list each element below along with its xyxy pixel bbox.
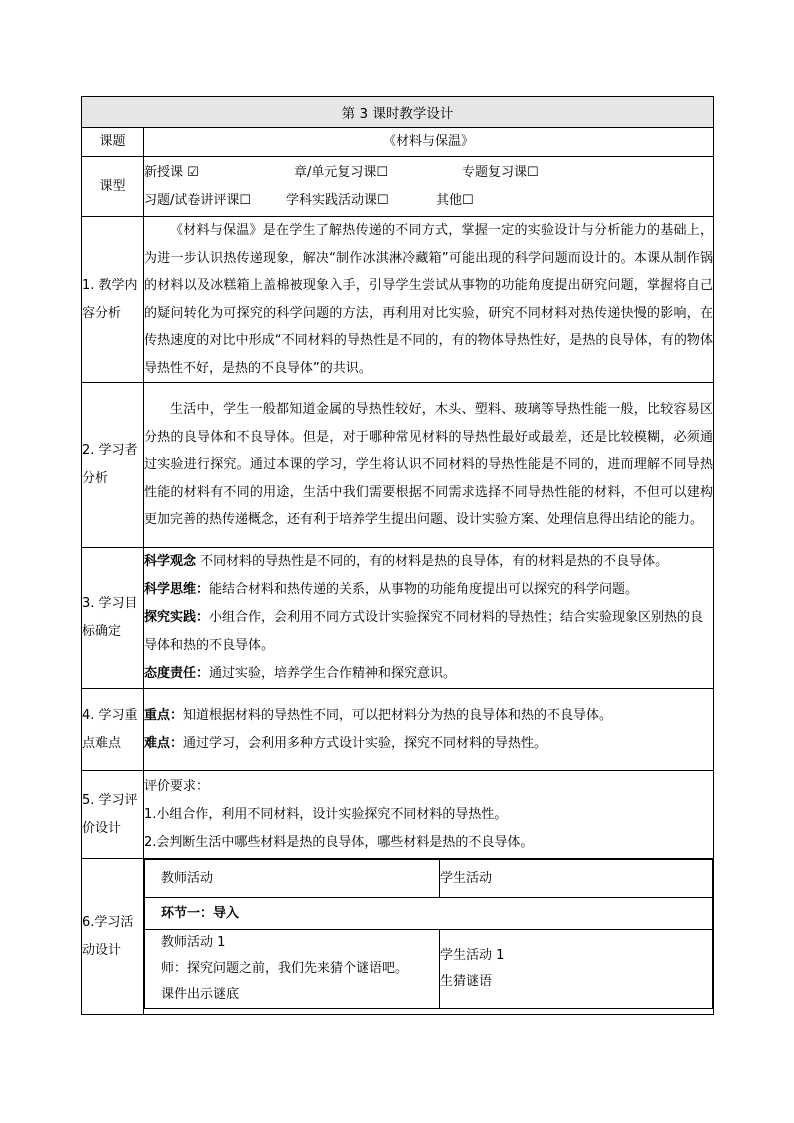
evaluation-item-1: 1.小组合作，利用不同材料，设计实验探究不同材料的导热性。 [144,806,508,822]
section-1-heading: 环节一：导入 [145,898,713,930]
objective-concept-key: 科学观念 [144,554,197,569]
lesson-type-topic-review: 专题复习课☐ [462,164,539,180]
lesson-design-table [81,96,714,1015]
learner-analysis-cell [144,383,714,548]
activities-table [144,859,713,1009]
evaluation-row [82,771,714,859]
teacher-activity-1-line-2: 课件出示谜底 [161,987,240,1002]
content-analysis-row [82,217,714,383]
key-point-text: 知道根据材料的导热性不同，可以把材料分为热的良导体和热的不良导体。 [183,707,613,723]
key-points-label: 4. 学习重点难点 [82,689,144,771]
key-point-key: 重点： [144,707,184,723]
objective-concept [144,548,713,576]
teacher-activity-1 [145,930,440,1009]
activities-label: 6.学习活动设计 [82,859,144,1015]
teacher-activity-header: 教师活动 [145,860,440,898]
lesson-type-options [144,157,714,217]
evaluation-cell [144,771,714,859]
objectives-cell [144,548,714,689]
student-activity-1-line-1: 生猜谜语 [440,974,493,989]
objective-attitude-text: 通过实验，培养学生合作精神和探究意识。 [209,666,457,681]
objectives-row [82,548,714,689]
document-title: 第 3 课时教学设计 [82,97,714,128]
objectives-label: 3. 学习目标确定 [82,548,144,689]
learner-analysis-text: 生活中，学生一般都知道金属的导热性较好，木头、塑料、玻璃等导热性能一般，比较容易区分热的良导体和不良导体。但是，对于哪种常见材料的导热性最好或最差，还是比较模糊，必须通过实验进行探究。通过本课的学习，学生将认识不同材料的导热性能是不同的，进而理解不同导热性能的材料有不同的用途，生活中我们需要根据不同需求选择不同导热性能的材料，不但可以建构更加完善的热传递概念，还有利于培养学生提出问题、设计实验方案、处理信息得出结论的能力。 [144,402,714,528]
key-points-row [82,689,714,771]
objective-thinking-key: 科学思维： [144,582,210,597]
content-analysis-text: 《材料与保温》是在学生了解热传递的不同方式，掌握一定的实验设计与分析能力的基础上，为进一步认识热传递现象，解决“制作冰淇淋冷藏箱”可能出现的科学问题而设计的。本课从制作锅的材料以及冰糕箱上盖棉被现象入手，引导学生尝试从事物的功能角度提出研究问题，掌握将自己的疑问转化为可探究的科学问题的方法，再利用对比实验，研究不同材料对热传递快慢的影响，在传热速度的对比中形成“不同材料的导热性是不同的，有的物体导热性好，是热的良导体，有的物体导热性不好，是热的不良导体”的共识。 [144,223,714,376]
student-activity-header: 学生活动 [440,860,713,898]
difficult-point-text: 通过学习，会利用多种方式设计实验，探究不同材料的导热性。 [183,735,548,751]
lesson-type-row-1 [144,159,713,187]
lesson-type-new: 新授课 ☑ [144,164,199,180]
topic-label: 课题 [82,128,144,157]
difficult-point [144,730,713,758]
student-activity-1 [440,930,713,1009]
evaluation-heading: 评价要求： [144,778,210,794]
objective-practice-key: 探究实践： [144,610,210,625]
difficult-point-key: 难点： [144,735,184,751]
objective-attitude-key: 态度责任： [144,666,210,681]
teacher-activity-1-title: 教师活动 1 [161,935,226,950]
objective-practice-text: 小组合作，会利用不同方式设计实验探究不同材料的导热性；结合实验现象区别热的良导体和热的不良导体。 [144,610,704,653]
objective-concept-text: 不同材料的导热性是不同的，有的材料是热的良导体，有的材料是热的不良导体。 [200,554,669,569]
lesson-type-row [82,157,714,217]
content-analysis-label: 1. 教学内容分析 [82,217,144,383]
key-points-cell [144,689,714,771]
lesson-type-row-2 [144,187,713,215]
lesson-type-practice: 学科实践活动课☐ [286,192,389,208]
content-analysis-cell [144,217,714,383]
lesson-type-other: 其他☐ [436,192,474,208]
lesson-type-label: 课型 [82,157,144,217]
lesson-type-exercise-review: 习题/试卷讲评课☐ [144,192,252,208]
objective-thinking-text: 能结合材料和热传递的关系，从事物的功能角度提出可以探究的科学问题。 [209,582,639,597]
objective-thinking [144,576,713,604]
objective-attitude [144,660,713,688]
evaluation-label: 5. 学习评价设计 [82,771,144,859]
lesson-type-unit-review: 章/单元复习课☐ [294,164,389,180]
teacher-activity-1-line-1: 师：探究问题之前，我们先来猜个谜语吧。 [161,961,409,976]
title-row [82,97,714,128]
topic-row [82,128,714,157]
learner-analysis-label: 2. 学习者分析 [82,383,144,548]
key-point [144,702,713,730]
student-activity-1-title: 学生活动 1 [440,948,505,963]
activities-row [82,859,714,1015]
learner-analysis-row [82,383,714,548]
evaluation-item-2: 2.会判断生活中哪些材料是热的良导体，哪些材料是热的不良导体。 [144,834,534,850]
topic-value: 《材料与保温》 [144,128,714,157]
objective-practice [144,604,713,660]
activities-cell [144,859,714,1015]
